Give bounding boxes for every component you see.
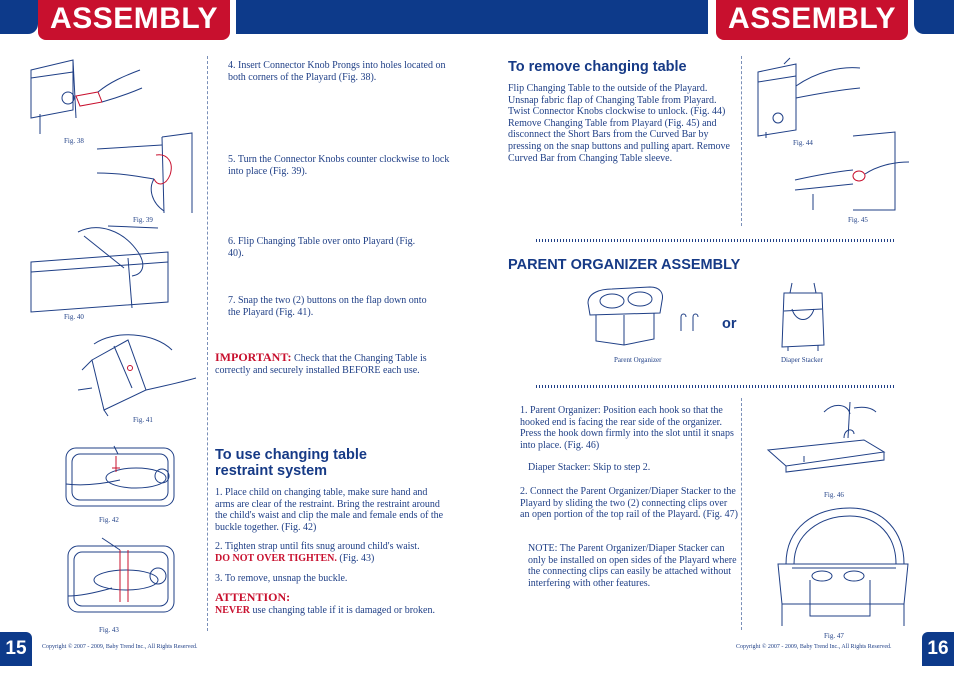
fig-38-label: Fig. 38: [64, 137, 84, 145]
fig-41-illustration: [74, 330, 199, 416]
dotted-separator-top: [536, 239, 896, 242]
remove-table-heading: To remove changing table: [508, 59, 687, 75]
right-header-bar: [914, 0, 954, 34]
fig-43-label: Fig. 43: [99, 626, 119, 634]
step-6-text: 6. Flip Changing Table over onto Playard (Fig. 40).: [228, 236, 416, 259]
organizer-step-1-note: Diaper Stacker: Skip to step 2.: [528, 462, 651, 473]
important-label: IMPORTANT:: [215, 350, 292, 364]
restraint-step-2-text: 2. Tighten strap until fits snug around child's waist.: [215, 541, 420, 552]
never-label: NEVER: [215, 605, 251, 616]
restraint-step-2-ref: (Fig. 43): [339, 552, 375, 564]
fig-39-illustration: [92, 133, 197, 215]
organizer-step-1: 1. Parent Organizer: Position each hook so that the hooked end is facing the rear side of the organizer. Press the hook down firmly into the slot until it snaps into place. (Fig. 46): [520, 405, 734, 451]
over-tighten-warning: DO NOT OVER TIGHTEN.: [215, 552, 337, 564]
fig-46-illustration: [764, 398, 888, 486]
right-copyright: Copyright © 2007 - 2009, Baby Trend Inc., All Rights Reserved.: [736, 644, 892, 650]
organizer-step-2: 2. Connect the Parent Organizer/Diaper Stacker to the Playard by sliding the two (2) connecting clips over an open portion of the top rail of the Playard. (Fig. 47): [520, 486, 739, 521]
fig-45-illustration: [793, 132, 913, 212]
left-page-number: 15: [0, 632, 32, 666]
fig-42-label: Fig. 42: [99, 516, 119, 524]
left-page-title: ASSEMBLY: [38, 0, 230, 40]
right-page-title: ASSEMBLY: [716, 0, 908, 40]
important-text: Check that the Changing Table is correctly and securely installed BEFORE each use.: [215, 353, 427, 376]
fig-43-illustration: [62, 536, 180, 622]
fig-40-label: Fig. 40: [64, 313, 84, 321]
fig-44-illustration: [756, 58, 866, 138]
restraint-step-3: 3. To remove, unsnap the buckle.: [215, 573, 348, 584]
right-page-number: 16: [922, 632, 954, 666]
step-5-text: 5. Turn the Connector Knobs counter clockwise to lock into place (Fig. 39).: [228, 154, 450, 177]
diaper-stacker-illustration: [778, 281, 828, 353]
left-header-bar: [0, 0, 38, 34]
restraint-step-2: [215, 541, 430, 564]
right-lower-divider: [741, 398, 742, 630]
fig-46-label: Fig. 46: [824, 491, 844, 499]
attention-text: [215, 605, 440, 617]
remove-table-text: Flip Changing Table to the outside of the Playard. Unsnap fabric flap of Changing Table from Playard. Twist Connector Knobs clockwise to unlock. (Fig. 44) Remove Changing Table from Playard (Fig. 45) and disconnect the Short Bars from the Curved Bar by pressing on the snap buttons and pulling apart. Remove Curved Bar from Changing Table sleeve.: [508, 83, 730, 164]
parent-organizer-label: Parent Organizer: [614, 356, 662, 364]
diaper-stacker-label: Diaper Stacker: [781, 356, 823, 364]
or-label: or: [722, 316, 737, 332]
fig-41-label: Fig. 41: [133, 416, 153, 424]
fig-47-illustration: [774, 504, 910, 630]
organizer-note: NOTE: The Parent Organizer/Diaper Stacker can only be installed on open sides of the Playard where the connecting clips can easily be attached without interfering with other features.: [528, 543, 737, 589]
step-7-text: 7. Snap the two (2) buttons on the flap down onto the Playard (Fig. 41).: [228, 295, 427, 318]
restraint-heading: To use changing table restraint system: [215, 447, 367, 479]
fig-44-label: Fig. 44: [793, 139, 813, 147]
hooks-icon: [676, 311, 700, 333]
attention-body: use changing table if it is damaged or broken.: [252, 605, 435, 616]
dotted-separator-bottom: [536, 385, 896, 388]
fig-38-illustration: [28, 58, 148, 136]
fig-39-label: Fig. 39: [133, 216, 153, 224]
parent-organizer-illustration: [584, 283, 666, 351]
right-column-divider: [741, 56, 742, 226]
fig-45-label: Fig. 45: [848, 216, 868, 224]
attention-label: ATTENTION:: [215, 590, 291, 604]
organizer-heading: PARENT ORGANIZER ASSEMBLY: [508, 257, 741, 273]
fig-47-label: Fig. 47: [824, 632, 844, 640]
important-notice: [215, 352, 450, 376]
step-4-text: 4. Insert Connector Knob Prongs into holes located on both corners of the Playard (Fig. 38).: [228, 60, 446, 83]
center-header-bar: [236, 0, 708, 34]
fig-42-illustration: [62, 440, 180, 512]
fig-40-illustration: [28, 222, 198, 314]
left-column-divider: [207, 56, 208, 631]
restraint-step-1: 1. Place child on changing table, make sure hand and arms are clear of the restraint. Bring the restraint around the child's waist and clip the male and female ends of the buckle together. (Fig. 42): [215, 487, 444, 533]
left-copyright: Copyright © 2007 - 2009, Baby Trend Inc., All Rights Reserved.: [42, 644, 198, 650]
